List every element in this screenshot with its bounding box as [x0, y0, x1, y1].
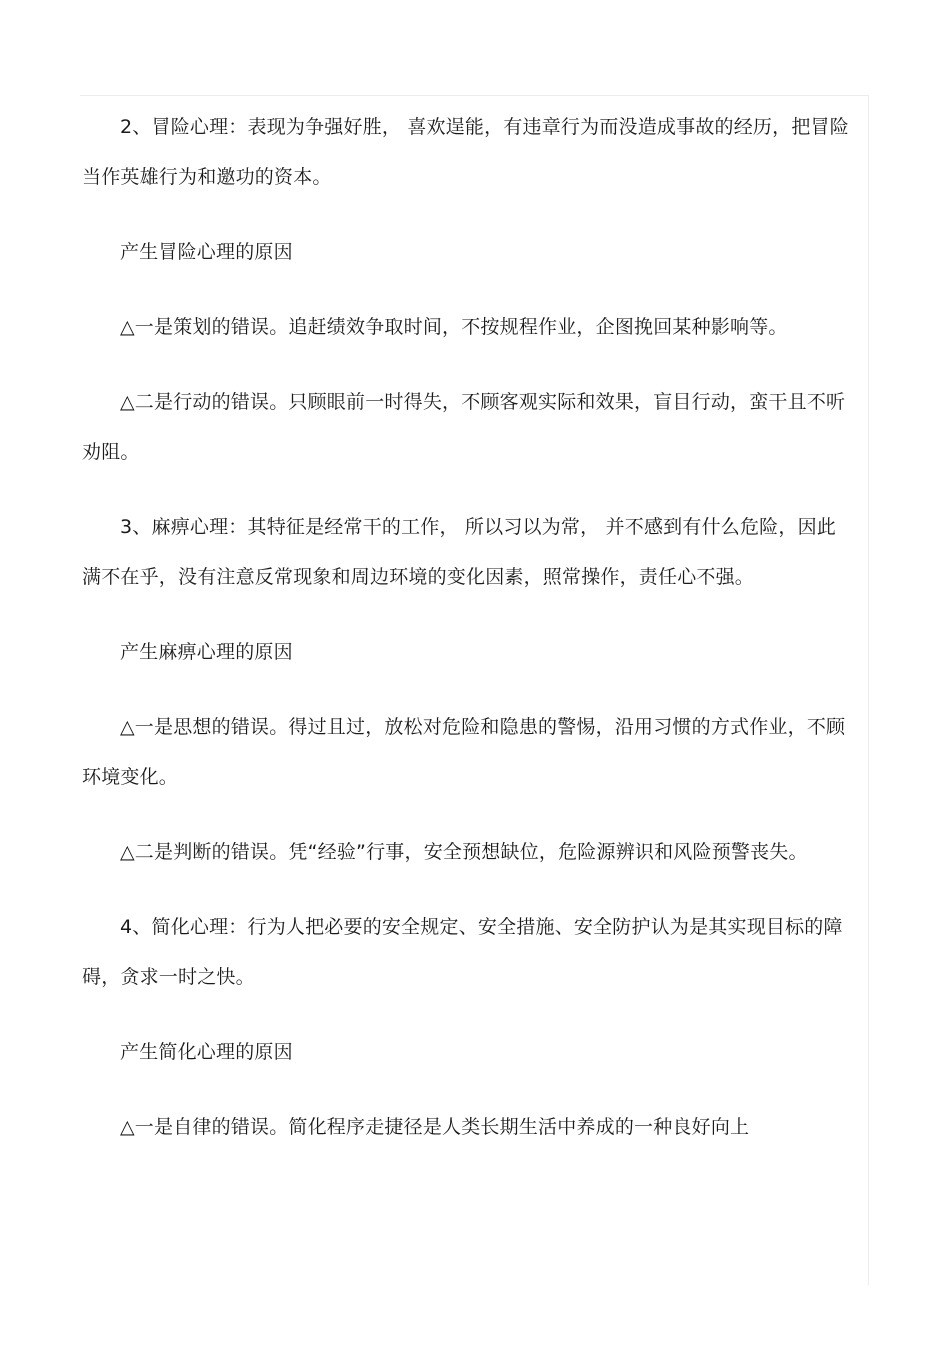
- document-body: [82, 102, 852, 1152]
- paragraph-simplify-cause-1: △一是自律的错误。简化程序走捷径是人类长期生活中养成的一种良好向上: [120, 1116, 750, 1138]
- heading-risk-causes: 产生冒险心理的原因: [120, 241, 293, 263]
- paragraph-numb-cause-1: △一是思想的错误。得过且过，放松对危险和隐患的警惕，沿用习惯的方式作业，不顾环境变化。: [82, 716, 846, 788]
- paragraph-numb-cause-2: △二是判断的错误。凭“经验”行事，安全预想缺位，危险源辨识和风险预警丧失。: [120, 841, 808, 863]
- paragraph-simplify-mentality: 4、简化心理：行为人把必要的安全规定、安全措施、安全防护认为是其实现目标的障碍，贪求一时之快。: [82, 916, 843, 988]
- paragraph-numb-mentality: 3、麻痹心理：其特征是经常干的工作， 所以习以为常， 并不感到有什么危险，因此满不在乎，没有注意反常现象和周边环境的变化因素，照常操作，责任心不强。: [82, 516, 836, 588]
- paragraph-risk-cause-2: △二是行动的错误。只顾眼前一时得失，不顾客观实际和效果，盲目行动，蛮干且不听劝阻。: [82, 391, 846, 463]
- paragraph-risk-mentality: 2、冒险心理：表现为争强好胜， 喜欢逞能，有违章行为而没造成事故的经历，把冒险当作英雄行为和邀功的资本。: [82, 116, 849, 188]
- paragraph-risk-cause-1: △一是策划的错误。追赶绩效争取时间，不按规程作业，企图挽回某种影响等。: [120, 316, 788, 338]
- heading-simplify-causes: 产生简化心理的原因: [120, 1041, 293, 1063]
- heading-numb-causes: 产生麻痹心理的原因: [120, 641, 293, 663]
